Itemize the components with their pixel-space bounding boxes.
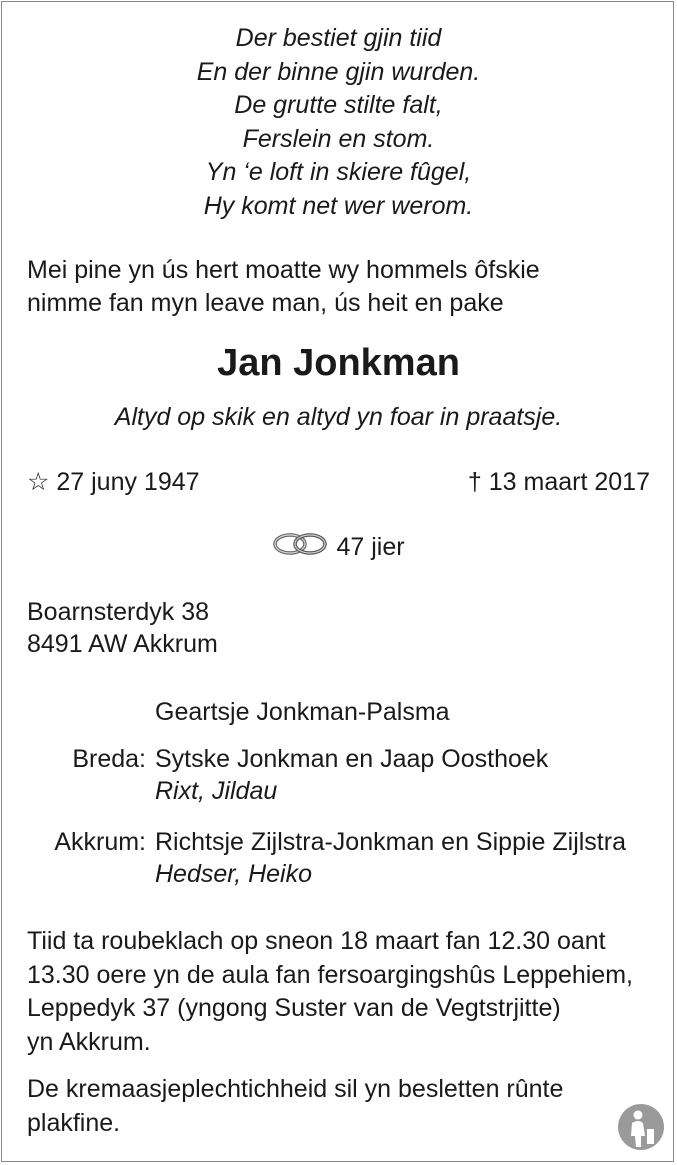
condolence-line: yn Akkrum. bbox=[27, 1027, 151, 1056]
intro-text bbox=[27, 254, 540, 320]
family-members bbox=[155, 743, 548, 807]
family-members bbox=[155, 826, 626, 890]
grandchildren-names: Rixt, Jildau bbox=[155, 777, 278, 805]
grandchildren-names: Hedser, Heiko bbox=[155, 860, 313, 888]
poem-line: Der bestiet gjin tiid bbox=[235, 24, 442, 52]
deceased-name: Jan Jonkman bbox=[217, 342, 460, 384]
marriage-line bbox=[0, 530, 677, 564]
poem-line: Yn ‘e loft in skiere fûgel, bbox=[205, 158, 472, 186]
intro-line: nimme fan myn leave man, ús heit en pake bbox=[27, 289, 504, 317]
address-postcode: 8491 AW Akkrum bbox=[27, 630, 218, 658]
cremation-line: plakfine. bbox=[27, 1108, 121, 1137]
children-names: Sytske Jonkman en Jaap Oosthoek bbox=[155, 745, 549, 773]
poem bbox=[0, 22, 677, 223]
poem-line: Ferslein en stom. bbox=[242, 124, 435, 153]
marriage-years: 47 jier bbox=[336, 533, 405, 561]
family-city: Akkrum: bbox=[54, 828, 146, 856]
condolence-info bbox=[27, 925, 667, 1059]
death-date: † 13 maart 2017 bbox=[467, 468, 650, 496]
motto: Altyd op skik en altyd yn foar in praatsje. bbox=[114, 403, 563, 431]
poem-line: Hy komt net wer werom. bbox=[203, 191, 474, 220]
condolence-line: Tiid ta roubeklach op sneon 18 maart fan 12.30 oant bbox=[27, 927, 606, 955]
address-street: Boarnsterdyk 38 bbox=[27, 598, 210, 626]
publisher-logo-icon bbox=[617, 1103, 665, 1151]
family-city: Breda: bbox=[72, 745, 146, 773]
poem-line: De grutte stilte falt, bbox=[234, 91, 443, 119]
condolence-line: 13.30 oere yn de aula fan fersoargingshûs Leppehiem, bbox=[27, 960, 633, 989]
address bbox=[27, 596, 218, 660]
wedding-rings-icon bbox=[272, 531, 330, 557]
birth-date: ☆ 27 juny 1947 bbox=[27, 468, 200, 496]
children-names: Richtsje Zijlstra-Jonkman en Sippie Zijlstra bbox=[155, 828, 626, 856]
cremation-info bbox=[27, 1073, 667, 1140]
condolence-line: Leppedyk 37 (yngong Suster van de Vegtstrjitte) bbox=[27, 994, 561, 1022]
spouse-name: Geartsje Jonkman-Palsma bbox=[155, 698, 450, 726]
cremation-line: De kremaasjeplechtichheid sil yn besletten rûnte bbox=[27, 1075, 564, 1103]
intro-line: Mei pine yn ús hert moatte wy hommels ôfskie bbox=[27, 256, 540, 284]
poem-line: En der binne gjin wurden. bbox=[196, 57, 481, 86]
